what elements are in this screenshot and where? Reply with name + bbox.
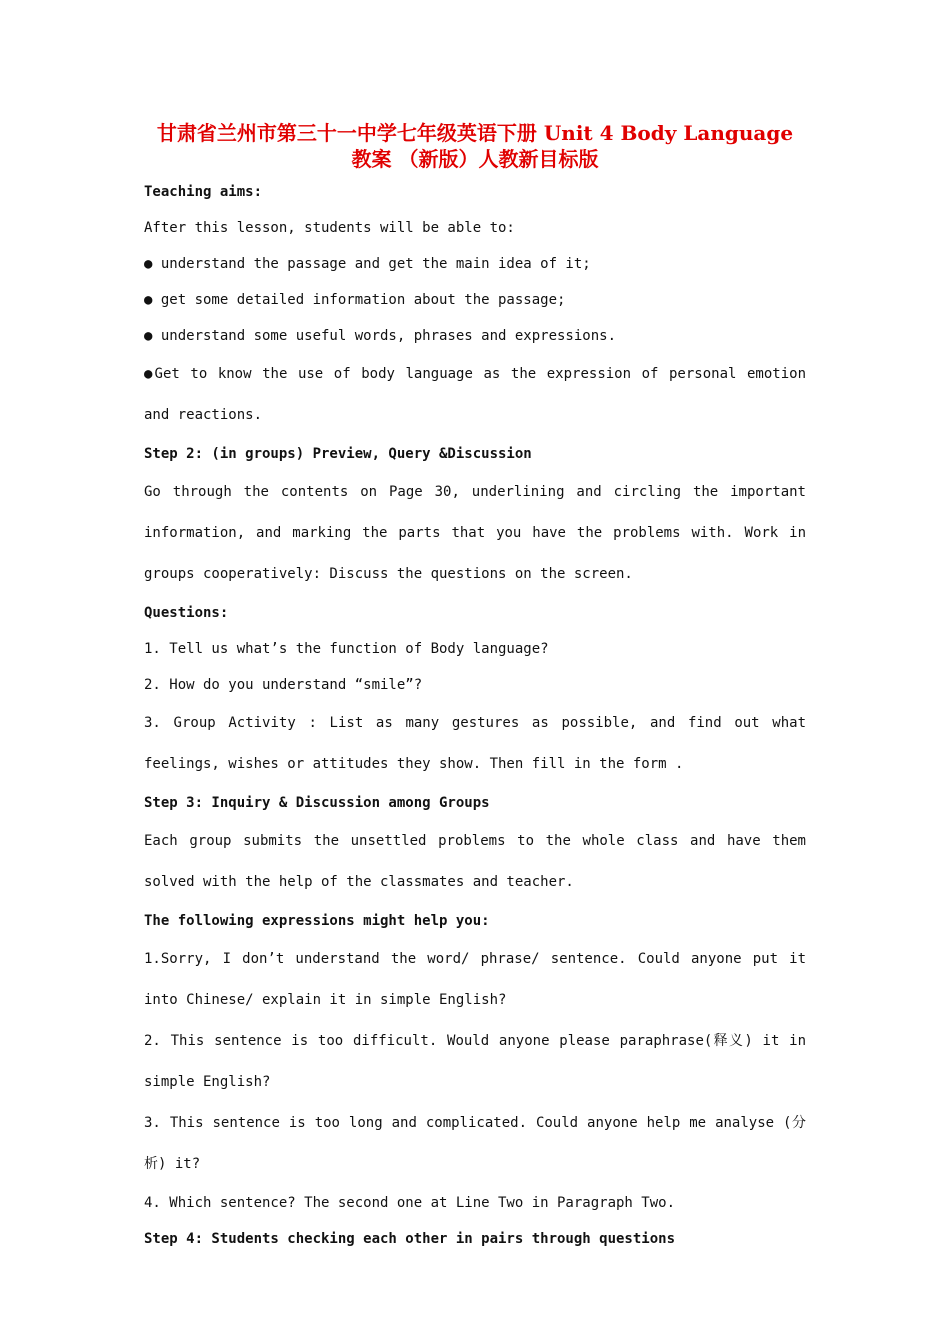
aim-item: ● understand the passage and get the main idea of it; xyxy=(144,256,591,272)
document-page xyxy=(144,120,806,1257)
step3-heading: Step 3: Inquiry & Discussion among Groups xyxy=(144,795,490,811)
question-item: 1. Tell us what’s the function of Body language? xyxy=(144,641,549,657)
aim-item: ●Get to know the use of body language as the expression of personal emotion and reactions. xyxy=(144,366,806,423)
expression-item: 1.Sorry, I don’t understand the word/ phrase/ sentence. Could anyone put it into Chinese/ explain it in simple English? xyxy=(144,951,806,1008)
title-line-1: 甘肃省兰州市第三十一中学七年级英语下册 Unit 4 Body Language xyxy=(156,121,794,145)
teaching-aims-heading: Teaching aims: xyxy=(144,184,263,200)
step2-body: Go through the contents on Page 30, underlining and circling the important information, and marking the parts that you have the problems with. Work in groups cooperatively: Discuss the questions on the screen. xyxy=(144,484,806,582)
step4-heading: Step 4: Students checking each other in pairs through questions xyxy=(144,1231,676,1247)
aim-item: ● get some detailed information about the passage; xyxy=(144,292,566,308)
aim-item: ● understand some useful words, phrases and expressions. xyxy=(144,328,617,344)
document-title xyxy=(144,120,806,172)
expression-item: 4. Which sentence? The second one at Line Two in Paragraph Two. xyxy=(144,1195,676,1211)
question-item: 2. How do you understand “smile”? xyxy=(144,677,423,693)
expression-item: 3. This sentence is too long and complicated. Could anyone help me analyse (分析) it? xyxy=(144,1115,806,1172)
expression-item: 2. This sentence is too difficult. Would anyone please paraphrase(释义) it in simple English? xyxy=(144,1033,806,1090)
step3-body: Each group submits the unsettled problems to the whole class and have them solved with the help of the classmates and teacher. xyxy=(144,833,806,890)
title-line-2: 教案 （新版）人教新目标版 xyxy=(351,147,599,171)
question-item: 3. Group Activity : List as many gestures as possible, and find out what feelings, wishes or attitudes they show. Then fill in the form . xyxy=(144,715,806,772)
questions-heading: Questions: xyxy=(144,605,229,621)
expressions-heading: The following expressions might help you: xyxy=(144,913,490,929)
step2-heading: Step 2: (in groups) Preview, Query &Discussion xyxy=(144,446,532,462)
intro-text: After this lesson, students will be able to: xyxy=(144,220,515,236)
